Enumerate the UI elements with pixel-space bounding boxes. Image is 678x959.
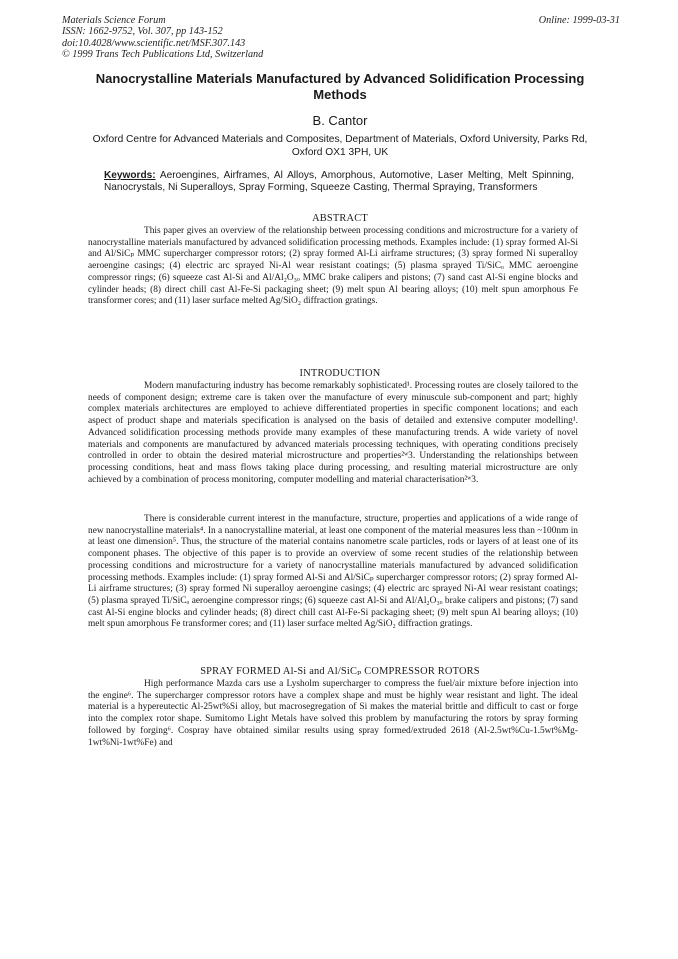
online-date: Online: 1999-03-31 [538,15,620,26]
keywords-text: Aeroengines, Airframes, Al Alloys, Amorphous, Automotive, Laser Melting, Melt Spinning, Nanocrystals, Ni Superalloys, Spray Forming, Squeeze Casting, Thermal Spraying, Transformers [104,170,575,194]
paper-title: Nanocrystalline Materials Manufactured by Advanced Solidification Processing Methods [95,71,585,102]
journal-name: Materials Science Forum [62,15,166,26]
author-affiliation: Oxford Centre for Advanced Materials and Composites, Department of Materials, Oxford University, Parks Rd, Oxford OX1 3PH, UK [92,134,588,158]
abstract-text: This paper gives an overview of the relationship between processing conditions and microstructure for a variety of nanocrystalline materials manufactured by advanced solidification processing methods. Examples include: (1) spray formed Al-Si and Al/SiCₚ MMC supercharger compressor rotors; (2) spray formed Al-Li airframe structures; (3) spray formed Ni superalloy aeroengine casings; (4) electric arc sprayed Ni-Al wear resistant coatings; (5) plasma sprayed Ti/SiCₒ MMC aeroengine compressor rings; (6) squeeze cast Al-Si and Al/Al₂O₃ₒ MMC brake calipers and pistons; (7) sand cast Al-Si engine blocks and cylinder heads; (8) direct chill cast Al-Fe-Si packaging sheet; (9) melt spun Al bearing alloys; (10) melt spun amorphous Fe transformer cores; and (11) laser surface melted Ag/SiO₂ diffraction gratings. [88,226,578,307]
spray-section-heading: SPRAY FORMED Al-Si and Al/SiCₚ COMPRESSOR ROTORS [200,666,480,677]
introduction-paragraph-2: There is considerable current interest in the manufacture, structure, properties and applications of a wide range of new nanocrystalline materials⁴. In a nanocrystalline material, at least one component of the material measures less than ~100nm in at least one dimension⁵. Thus, the structure of the material contains nanometre scale particles, rods or layers of at least one of its component phases. The objective of this paper is to provide an overview of some recent studies of the relationship between processing conditions and microstructure for a variety of nanocrystalline materials manufactured by advanced solidification processing methods. Examples include: (1) spray formed Al-Si and Al/SiCₚ supercharger compressor rotors; (2) spray formed Al-Li airframe structures; (3) spray formed Ni superalloy aeroengine casings; (4) electric arc sprayed Ni-Al wear resistant coatings; (5) plasma sprayed Ti/SiCₒ aeroengine compressor rings; (6) squeeze cast Al-Si and Al/Al₂O₃ₒ brake calipers and pistons; (7) sand cast Al-Si engine blocks and cylinder heads; (8) direct chill cast Al-Fe-Si packaging sheet; (9) melt spun Al bearing alloys; (10) melt spun amorphous Fe transformer cores; and (11) laser surface melted Ag/SiO₂ diffraction gratings. [88,514,578,630]
introduction-heading: INTRODUCTION [299,368,381,379]
journal-issn: ISSN: 1662-9752, Vol. 307, pp 143-152 [62,26,223,38]
journal-copyright: © 1999 Trans Tech Publications Ltd, Switzerland [62,49,264,61]
spray-section-text: High performance Mazda cars use a Lysholm supercharger to compress the fuel/air mixture before injection into the engine⁶. The supercharger compressor rotors have a complex shape and must be highly wear resistant and light. The ideal material is a hypereutectic Al-25wt%Si alloy, but macrosegregation of Si makes the material brittle and difficult to cast or forge into the complex rotor shape. Sumitomo Light Metals have solved this problem by manufacturing the rotors by spray forming followed by forging⁶. Cospray have obtained similar results using spray formed/extruded 2618 (Al-2.5wt%Cu-1.5wt%Mg-1wt%Ni-1wt%Fe) and [88,679,578,748]
paper-author: B. Cantor [312,113,368,128]
journal-doi: doi:10.4028/www.scientific.net/MSF.307.143 [62,37,246,49]
keywords [104,170,574,195]
journal-info [62,15,263,61]
keywords-label: Keywords: [104,170,156,181]
abstract-heading: ABSTRACT [312,213,368,224]
introduction-paragraph-1: Modern manufacturing industry has become remarkably sophisticated¹. Processing routes are closely tailored to the needs of component design; extreme care is taken over the manufacture of every minuscule sub-component and part; highly complex materials architectures are employed to achieve differentiated properties in specific component locations; and each aspect of product shape and materials specification is analysed on the basis of detailed and extensive computer modelling¹. Advanced solidification processing methods provide many examples of these manufacturing trends. A wide variety of novel materials and components are manufactured by advanced materials processing techniques, with operating conditions precisely controlled in order to obtain the desired material microstructure and properties²ʷ3. Understanding the relationships between processing conditions, heat and mass flows taking place during processing, and resulting material microstructure are only achieved by a combination of process monitoring, computer modelling and material characterisation²ʷ3. [88,381,578,485]
